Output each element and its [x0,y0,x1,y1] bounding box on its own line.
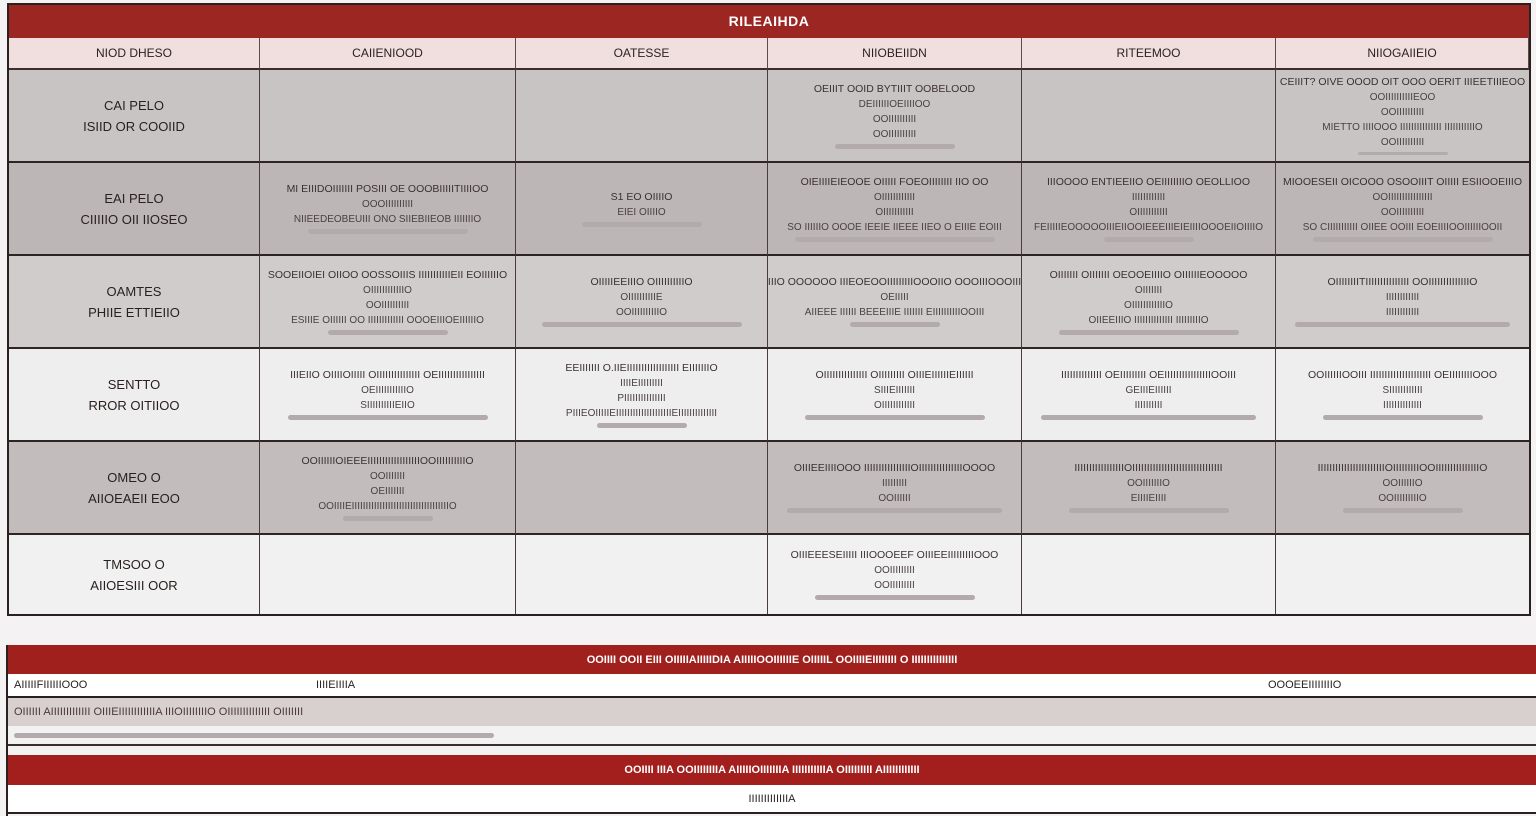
cell-progress-bar [1041,415,1256,420]
cell-progress-bar [1069,508,1229,513]
cell-text: OOIIIIIIIIII [365,299,410,311]
column-header[interactable]: NIOD DHESO [9,38,260,70]
cell-text: OIIIEEESEIIIII IIIOOOEEF OIIIEEIIIIIIIIIOOO [790,549,999,561]
cell-text: FEIIIIIEOOOOOIIIEIIOOIEEEIIIEIEIIIIOOOEIIOIIIIO [1034,221,1263,233]
cell-text: IIIIIIIIIIII [1385,307,1420,318]
cell-text: IIIIIIIIII [1134,400,1163,411]
row-label: TMSOO O [103,556,165,572]
lower-panel [6,645,1536,816]
cell-progress-bar [343,516,433,521]
cell-progress-bar [815,595,975,600]
cell-text: IIIIEIIIIIIIII [620,377,663,389]
cell-text: SIIIIIIIIIIEIIO [360,400,415,411]
cell-text: OIIIIIIIIIII [1129,206,1168,218]
cell-text: OIIEEIIIO IIIIIIIIIIIIII IIIIIIIIIO [1088,314,1209,326]
row-label-cell [9,70,260,163]
row-label: OAMTES [106,283,162,299]
lower-section-title-2: OOIIII IIIA OOIIIIIIIIA AIIIIIOIIIIIIIA IIIIIIIIIIIA OIIIIIIIII AIIIIIIIIIIII [8,755,1536,785]
cell-progress-bar [328,330,448,335]
column-header[interactable]: OATESSE [516,38,768,70]
lower-progress-bar [14,733,494,738]
cell-progress-bar [850,322,940,327]
cell-text: AIIEEE IIIIII BEEEIIIE IIIIIII EIIIIIIIIIIOOIII [804,307,985,318]
schedule-table [7,3,1531,616]
cell-text: OOIIIIII [878,493,911,504]
cell-text: MIOOESEII OICOOO OSOOIIIT OIIIII ESIIOOEIIIO [1283,175,1523,188]
cell-progress-bar [542,322,742,327]
cell-progress-bar [597,423,687,428]
cell-text: OOIIIIIIIIIIO [615,307,668,318]
cell-text: SO CIIIIIIIIIII OIIEE OOIII EOEIIIIOOIIIIIIOOII [1302,221,1503,233]
cell-progress-bar [308,229,468,234]
lower-header-row [8,674,1536,698]
table-cell[interactable] [768,70,1022,163]
table-cell[interactable] [768,256,1022,349]
lower-progress-row [8,726,1536,746]
cell-text: IIIIIIIIIIIIII [1383,400,1422,411]
cell-text: OIIIIIIIITIIIIIIIIIIIIIII OOIIIIIIIIIIIIIIO [1327,276,1478,288]
table-cell[interactable] [1022,256,1276,349]
cell-text: OIIIIIIIIIIII [873,400,916,411]
cell-text: OOIIIIIIIIIIIIIIII [1372,191,1433,203]
row-label-cell [9,535,260,614]
lower-col-2: IIIIEIIIIA [316,679,356,691]
table-cell[interactable] [516,256,768,349]
cell-text: CEIIIT? OIVE OOOD OIT OOO OERIT IIIEETIIIEOO [1279,76,1526,88]
table-cell[interactable] [260,163,516,256]
cell-progress-bar [1104,237,1194,242]
table-cell[interactable] [1276,163,1529,256]
row-label: PHIIE ETTIEIIO [88,304,180,320]
column-header[interactable]: CAIIENIOOD [260,38,516,70]
cell-text: GEIIIEIIIIII [1125,385,1172,396]
row-label: SENTTO [107,376,161,392]
cell-progress-bar [1059,330,1239,335]
cell-text: IIIIIIIII [881,478,907,489]
cell-text: OOIIIIIII [369,470,405,482]
row-label: RROR OITIIOO [88,397,180,413]
cell-text: IIIEIIO OIIIIOIIIII OIIIIIIIIIIIIIII OEIIIIIIIIIIIIIIII [290,369,485,381]
lower-col-1: AIIIIIFIIIIIIOOO [14,679,88,691]
cell-text: EIEI OIIIIO [617,206,666,218]
cell-progress-bar [582,222,702,227]
cell-text: OIIIIIIIIIIE [620,292,663,303]
table-cell[interactable] [768,349,1022,442]
table-cell[interactable] [1276,70,1529,163]
column-header[interactable]: RITEEMOO [1022,38,1276,70]
row-label-cell [9,349,260,442]
table-cell[interactable] [516,349,768,442]
cell-progress-bar [805,415,985,420]
table-cell[interactable] [260,349,516,442]
cell-progress-bar [1295,322,1510,327]
table-cell[interactable] [516,163,768,256]
cell-text: IIIO OOOOOO IIIEOEOOIIIIIIIIIOOOIIO OOOIIIOOOIII [768,276,1022,288]
cell-progress-bar [1323,415,1483,420]
lower-section-title: OOIIII OOII EIII OIIIIIAIIIIIDIA AIIIIIOOIIIIIIE OIIIIIL OOIIIIEIIIIIIII O IIIIIIIIIIIIIII [8,645,1536,674]
table-title: RILEAIHDA [9,5,1529,38]
row-label: AIIOESIII OOR [90,577,178,593]
cell-text: SIIIEIIIIIII [873,385,916,396]
row-label-cell [9,442,260,535]
cell-text: OIIIIIII [1134,284,1163,296]
cell-text: OIIIIIII OIIIIIII OEOOEIIIIO OIIIIIIEOOOOO [1049,268,1248,281]
cell-text: OOIIIIIIIO [1127,478,1170,489]
column-header[interactable]: NIIOGAIIEIO [1276,38,1529,70]
table-cell[interactable] [1276,442,1529,535]
cell-text: IIIIIIIIIIII [1131,191,1166,203]
cell-progress-bar [795,237,995,242]
cell-text: OOIIIIIIIIII [1380,137,1425,148]
table-cell[interactable] [516,70,768,163]
cell-text: OIIIIIIIIIII [875,206,914,218]
lower-data-text: OIIIIII AIIIIIIIIIIIII OIIIEIIIIIIIIIIIIA IIIOIIIIIIIIO OIIIIIIIIIIIIII OIIIIIII [14,706,304,718]
table-cell[interactable] [1022,535,1276,614]
table-cell[interactable] [768,442,1022,535]
cell-text: OIEIIIIEIEOOE OIIIII FOEOIIIIIIII IIO OO [800,175,989,188]
cell-text: SIIIIIIIIIIII [1382,385,1423,396]
lower-data-row[interactable] [8,698,1536,726]
table-cell[interactable] [1276,256,1529,349]
cell-text: OEIIIT OOID BYTIIIT OOBELOOD [813,82,976,95]
row-label-cell [9,256,260,349]
cell-text: EEIIIIIII O.IIEIIIIIIIIIIIIIIIIII EIIIIIIIO [565,361,718,374]
cell-text: OIIIIIIIIIIIIO [1124,299,1173,311]
cell-text: OOIIIIIIIIII [872,113,917,125]
table-cell[interactable] [1022,442,1276,535]
cell-text: OOOIIIIIIIIII [361,199,414,210]
table-cell[interactable] [260,256,516,349]
cell-text: OOIIIIIIO [1382,478,1423,489]
table-cell[interactable] [516,535,768,614]
row-label: CIIIIIO OII IIOSEO [80,211,188,227]
cell-text: OEIIIIIIIIIIIO [361,385,414,396]
cell-text: OOIIIIEIIIIIIIIIIIIIIIIIIIIIIIIIIIIIIIIIIIO [318,500,457,512]
cell-text: MIETTO IIIIOOO IIIIIIIIIIIIIII IIIIIIIIIIIO [1322,122,1483,133]
cell-text: OOIIIIIIIIII [1380,206,1425,218]
cell-text: OOIIIIIIIIII [1380,107,1425,118]
cell-text: DEIIIIIIOEIIIIOO [858,98,931,110]
table-cell[interactable] [768,163,1022,256]
cell-text: IIIOOOO ENTIEEIIO OEIIIIIIIIO OEOLLIOO [1046,175,1251,188]
cell-text: OIIIIIIIIIIIIIII OIIIIIIIII OIIIEIIIIIIEIIIIII [815,369,974,381]
cell-text: MI EIIIDOIIIIIII POSIII OE OOOBIIIIITIIIIOO [286,183,489,195]
table-cell[interactable] [1276,535,1529,614]
cell-text: OEIIIIIII [370,485,405,497]
cell-progress-bar [787,508,1002,513]
cell-text: OIIIIIIIIIIII [873,191,916,203]
table-cell[interactable] [1276,349,1529,442]
row-label-cell [9,163,260,256]
cell-text: NIIEEDEOBEUIII ONO SIIEBIIEOB IIIIIIIO [293,214,482,225]
cell-progress-bar [288,415,488,420]
table-cell[interactable] [516,442,768,535]
table-cell[interactable] [260,535,516,614]
cell-text: IIIIIIIIIIII [1385,292,1420,303]
cell-text: OOIIIIIIIII [874,565,915,576]
cell-text: OIIIIIIIIIIIIO [363,284,412,296]
cell-text: OOIIIIIIOIEEEIIIIIIIIIIIIIIIIIIOOIIIIIIIIIIO [301,454,474,467]
cell-progress-bar [835,144,955,149]
lower-col-3: OOOEEIIIIIIIIO [1268,679,1342,691]
cell-text: IIIIIIIIIIIIII OEIIIIIIIII OEIIIIIIIIIIIIIIIIOOIII [1060,369,1237,381]
row-label: EAI PELO [104,190,164,206]
lower-col-2-label: IIIIIIIIIIIIIA [748,792,796,805]
table-cell[interactable] [260,70,516,163]
table-cell[interactable] [1022,163,1276,256]
cell-text: PIIIEOIIIIIEIIIIIIIIIIIIIIIIIIIIEIIIIIIIIIIIIII [565,407,718,419]
row-label: CAI PELO [104,97,164,113]
cell-progress-bar [1343,508,1463,513]
table-cell[interactable] [1022,349,1276,442]
row-label: AIIOEAEII EOO [88,490,180,506]
cell-text: EIIIIEIIII [1130,493,1167,504]
cell-text: OOIIIIIIOOIII IIIIIIIIIIIIIIIIIIIII OEIIIIIIIIOOO [1307,369,1498,381]
cell-text: OEIIIII [880,292,909,303]
lower-header-row-2 [8,785,1536,814]
row-label: OMEO O [107,469,161,485]
cell-text: OOIIIIIIIIII [872,128,917,140]
cell-text: OIIIIIEEIIIO OIIIIIIIIIIO [590,276,693,288]
cell-text: SO IIIIIIO OOOE IEEIE IIEEE IIEO O EIIIE EOIII [787,221,1002,233]
table-cell[interactable] [1022,70,1276,163]
cell-progress-bar [1358,152,1448,155]
cell-progress-bar [1313,237,1493,242]
cell-text: IIIIIIIIIIIIIIIIIIIIIIIOIIIIIIIIIOOIIIIIIIIIIIIIIIO [1317,462,1488,474]
cell-text: S1 EO OIIIIO [610,190,673,203]
table-grid [9,38,1529,614]
cell-text: OOIIIIIIIIIO [1378,493,1427,504]
table-cell[interactable] [260,442,516,535]
cell-text: OOIIIIIIIIIIEOO [1369,92,1436,103]
cell-text: IIIIIIIIIIIIIIIIIOIIIIIIIIIIIIIIIIIIIIIIIIIIIIIII [1074,462,1223,474]
table-cell[interactable] [768,535,1022,614]
cell-text: PIIIIIIIIIIIIIII [617,392,666,404]
cell-text: ESIIIE OIIIIII OO IIIIIIIIIIIII OOOEIIIOEIIIIIIO [291,314,484,326]
column-header[interactable]: NIIOBEIIDN [768,38,1022,70]
cell-text: SOOEIIOIEI OIIOO OOSSOIIIS IIIIIIIIIIIEII EOIIIIIIO [267,268,508,281]
cell-text: OOIIIIIIIII [874,580,915,591]
row-label: ISIID OR COOIID [83,118,185,134]
cell-text: OIIIEEIIIIOOO IIIIIIIIIIIIIIIIOIIIIIIIIIIIIIIIOOOO [793,462,996,474]
